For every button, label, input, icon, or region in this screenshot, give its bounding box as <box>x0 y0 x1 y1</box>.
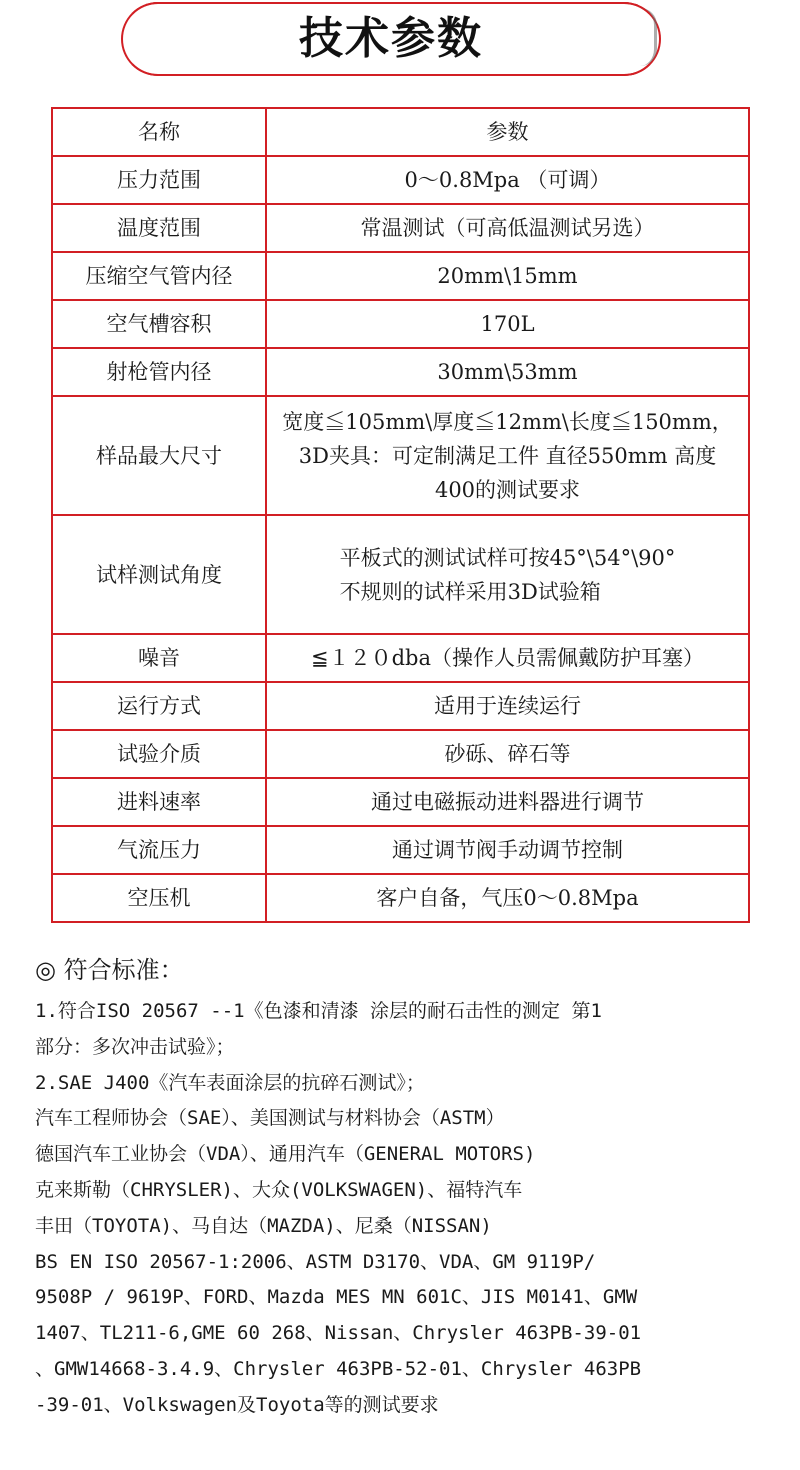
standards-line: 汽车工程师协会（SAE）、美国测试与材料协会（ASTM） <box>35 1107 505 1130</box>
row-name: 试验介质 <box>52 730 266 778</box>
row-value-line: 宽度≦105mm\厚度≦12mm\长度≦150mm， <box>282 409 733 434</box>
standards-line: 2.SAE J400《汽车表面涂层的抗碎石测试》； <box>35 1071 425 1094</box>
row-name: 压缩空气管内径 <box>52 252 266 300</box>
header-cell-param: 参数 <box>266 108 749 156</box>
standards-line: 部分：多次冲击试验》； <box>35 1035 235 1058</box>
page-title: 技术参数 <box>299 13 483 64</box>
standards-line: 克来斯勒（CHRYSLER)、大众(VOLKSWAGEN)、福特汽车 <box>35 1178 523 1201</box>
standards-heading: ◎ 符合标准： <box>35 956 184 984</box>
row-name: 试样测试角度 <box>52 515 266 634</box>
table-row <box>52 778 749 826</box>
row-name: 压力范围 <box>52 156 266 204</box>
row-name: 进料速率 <box>52 778 266 826</box>
table-row <box>52 156 749 204</box>
standards-line: 丰田（TOYOTA)、马自达（MAZDA)、尼桑（NISSAN) <box>35 1214 492 1237</box>
standards-line: 1.符合ISO 20567 --1《色漆和清漆 涂层的耐石击性的测定 第1 <box>35 1000 602 1022</box>
table-row <box>52 874 749 922</box>
row-value-line: 不规则的试样采用3D试验箱 <box>339 579 601 604</box>
row-name: 空气槽容积 <box>52 300 266 348</box>
row-name: 噪音 <box>52 634 266 682</box>
table-row <box>52 252 749 300</box>
row-value: 适用于连续运行 <box>266 682 749 730</box>
row-value: 通过调节阀手动调节控制 <box>266 826 749 874</box>
row-value: 通过电磁振动进料器进行调节 <box>266 778 749 826</box>
row-name: 样品最大尺寸 <box>52 396 266 515</box>
standards-line: 1407、TL211-6,GME 60 268、Nissan、Chrysler 463PB-39-01 <box>35 1322 642 1345</box>
table-row <box>52 396 749 515</box>
row-value: 砂砾、碎石等 <box>266 730 749 778</box>
row-value: 0～0.8Mpa （可调） <box>266 156 749 204</box>
row-value <box>266 515 749 634</box>
standards-line: 德国汽车工业协会（VDA）、通用汽车（GENERAL MOTORS) <box>35 1143 536 1166</box>
row-name: 运行方式 <box>52 682 266 730</box>
row-name: 温度范围 <box>52 204 266 252</box>
row-value-line: 平板式的测试试样可按45°\54°\90° <box>339 545 676 570</box>
row-value: 170L <box>266 300 749 348</box>
row-value: 20mm\15mm <box>266 252 749 300</box>
row-value-line: 3D夹具：可定制满足工件 直径550mm 高度 <box>298 443 717 468</box>
table-row <box>52 515 749 634</box>
row-value: ≦１２０dba（操作人员需佩戴防护耳塞） <box>266 634 749 682</box>
row-name: 气流压力 <box>52 826 266 874</box>
standards-section <box>35 950 775 1424</box>
standards-line: 、GMW14668-3.4.9、Chrysler 463PB-52-01、Chrysler 463PB <box>35 1357 642 1380</box>
row-name: 空压机 <box>52 874 266 922</box>
row-value-block <box>340 541 676 609</box>
header-cell-name: 名称 <box>52 108 266 156</box>
standards-line: 9508P / 9619P、FORD、Mazda MES MN 601C、JIS M0141、GMW <box>35 1286 638 1309</box>
table-row <box>52 348 749 396</box>
table-row <box>52 730 749 778</box>
table-row <box>52 300 749 348</box>
table-header-row <box>52 108 749 156</box>
table-row <box>52 682 749 730</box>
table-row <box>52 634 749 682</box>
row-value: 常温测试（可高低温测试另选） <box>266 204 749 252</box>
standards-line: BS EN ISO 20567-1:2006、ASTM D3170、VDA、GM 9119P/ <box>35 1250 596 1273</box>
row-value: 客户自备，气压0～0.8Mpa <box>266 874 749 922</box>
row-value <box>266 396 749 515</box>
standards-line: -39-01、Volkswagen及Toyota等的测试要求 <box>35 1393 439 1416</box>
table-row <box>52 826 749 874</box>
spec-table <box>51 107 750 923</box>
row-value-line: 400的测试要求 <box>434 477 581 502</box>
row-name: 射枪管内径 <box>52 348 266 396</box>
row-value: 30mm\53mm <box>266 348 749 396</box>
table-row <box>52 204 749 252</box>
